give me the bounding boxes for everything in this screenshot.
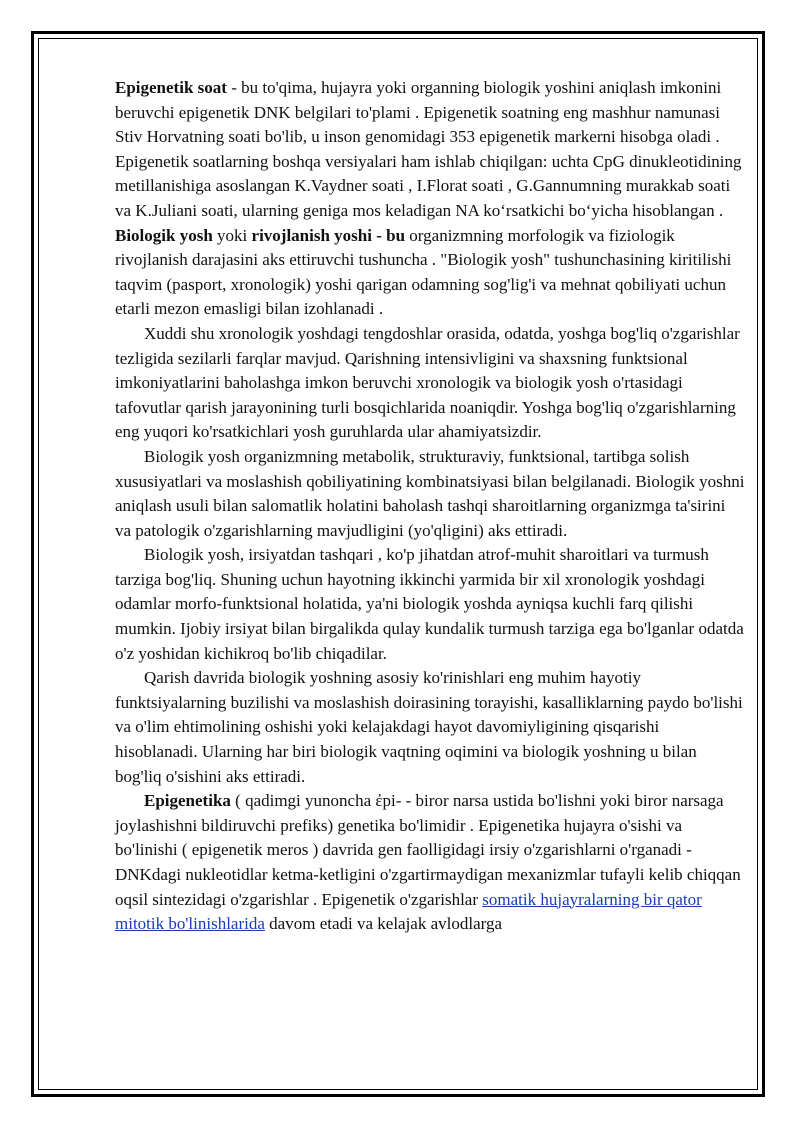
paragraph-biological-age-definition: Biologik yosh organizmning metabolik, strukturaviy, funktsional, tartibga solish xususiyatlari va moslashish qobiliyatining kombinatsiyasi bilan belgilanadi. Biologik yoshni aniqlash usuli bilan salomatlik holatini baholash tashqi sharoitlarning organizmga ta'sirini va patologik o'zgarishlarning mavjudligini (yo'qligini) aks ettiradi. xyxy=(115,446,745,540)
link-somatic-cells[interactable]: somatik hujayralarning bir qator mitotik bo'linishlarida xyxy=(115,889,702,934)
paragraph-text: yoki xyxy=(212,225,252,245)
paragraph-text: ( qadimgi yunoncha ἐpi- - biror narsa ustida bo'lishni yoki biror narsaga joylashishni bildiruvchi prefiks) genetika bo'limidir . Epigenetika hujayra o'sishi va bo'linishi ( epigenetik meros ) davrida gen faolligidagi irsiy o'zgarishlarni o'rganadi - DNKdagi nukleotidlar ketma-ketligini o'zgartirmaydigan mexanizmlar tufayli kelib chiqqan oqsil sintezidagi o'zgarishlar . Epigenetik o'zgarishlar xyxy=(115,791,741,909)
paragraph-text: davom etadi va kelajak avlodlarga xyxy=(264,914,503,934)
term-rivojlanish-yoshi: rivojlanish yoshi - bu xyxy=(251,225,406,245)
paragraph-aging-manifestations: Qarish davrida biologik yoshning asosiy ko'rinishlari eng muhim hayotiy funktsiyalarning buzilishi va moslashish doirasining torayishi, kasalliklarning paydo bo'lishi va o'lim ehtimolining oshishi yoki kelajakdagi hayot davomiyligining qisqarishi hisoblanadi. Ularning har biri biologik vaqtning oqimini va biologik yoshning u bilan bog'liq o'sishini aks ettiradi. xyxy=(115,668,743,786)
term-epigenetik-soat: Epigenetik soat xyxy=(115,78,227,97)
paragraph-age-differences: Xuddi shu xronologik yoshdagi tengdoshlar orasida, odatda, yoshga bog'liq o'zgarishlar tezligida sezilarli farqlar mavjud. Qarishning intensivligini va shaxsning funktsional imkoniyatlarini baholashga imkon beruvchi xronologik va biologik yosh o'rtasidagi tafovutlar qarish jarayonining turli bosqichlarida noaniqdir. Yoshga bog'liq o'zgarishlarning eng yuqori ko'rsatkichlari yosh guruhlarda ular ahamiyatsizdir. xyxy=(115,323,740,442)
paragraph-text: organizmning morfologik va fiziologik rivojlanish darajasini aks ettiruvchi tushuncha . "Biologik yosh" tushunchasining kiritilishi taqvim (pasport, xronologik) yoshi qarigan odamning sog'lig'i va mehnat qobiliyati uchun etarli mezon emasligi bilan izohlanadi . xyxy=(115,225,732,319)
paragraph-epigenetic-clock xyxy=(115,76,745,322)
paragraph-heredity-lifestyle: Biologik yosh, irsiyatdan tashqari , ko'p jihatdan atrof-muhit sharoitlari va turmush tarziga bog'liq. Shuning uchun hayotning ikkinchi yarmida bir xil xronologik yoshdagi odamlar morfo-funktsional holatida, ya'ni biologik yoshda ayniqsa kuchli farq qilishi mumkin. Ijobiy irsiyat bilan birgalikda qulay kundalik turmush tarziga ega bo'lganlar odatda o'z yoshidan kichikroq bo'lib chiqadilar. xyxy=(115,545,744,663)
paragraph-text: - bu to'qima, hujayra yoki organning biologik yoshini aniqlash imkonini beruvchi epigenetik DNK belgilari to'plami . Epigenetik soatning eng mashhur namunasi Stiv Horvatning soati bo'lib, u inson genomidagi 353 epigenetik markerni hisobga oladi . Epigenetik soatlarning boshqa versiyalari ham ishlab chiqilgan: uchta CpG dinukleotidining metillanishiga asoslangan K.Vaydner soati , I.Florat soati , G.Gannumning murakkab soati va K.Juliani soati, ularning geniga mos keladigan NA ko‘rsatkichi bo‘yicha hisoblangan . xyxy=(115,78,742,220)
document-body xyxy=(115,76,745,937)
paragraph-epigenetics xyxy=(115,789,745,937)
term-biologik-yosh: Biologik yosh xyxy=(115,225,213,245)
term-epigenetika: Epigenetika xyxy=(144,791,231,811)
